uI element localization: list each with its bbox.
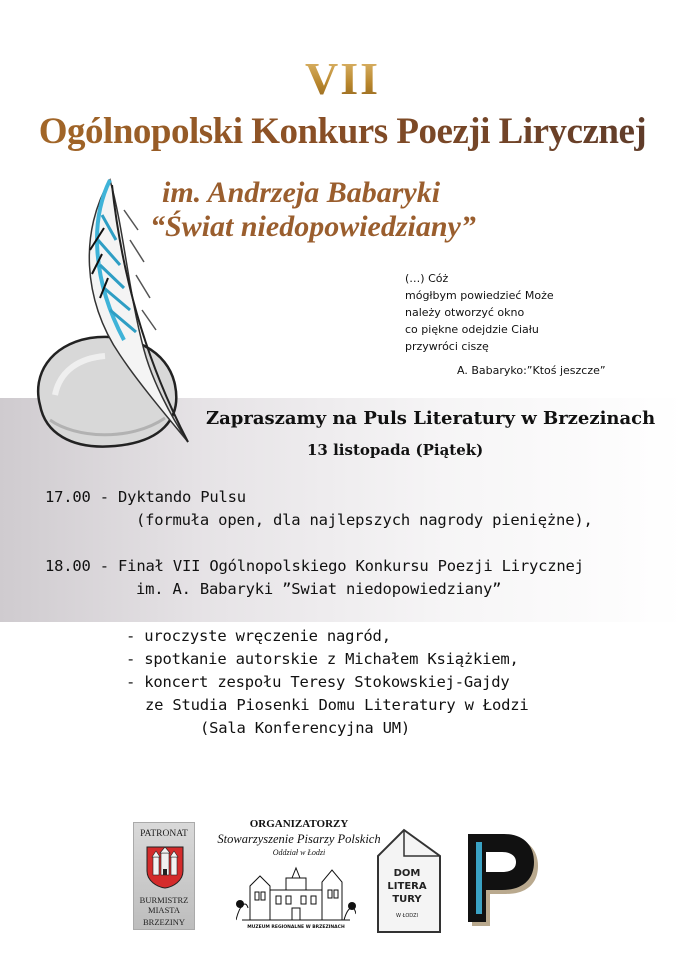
quote-line: mógłbym powiedzieć Może [405,289,554,302]
program-item-final-details: im. A. Babaryki ”Swiat niedopowiedziany” [136,580,502,598]
organizer-name: Stowarzyszenie Pisarzy Polskich [217,832,381,846]
program-item-dictation: 17.00 - Dyktando Pulsu [45,488,246,506]
patronat-logo [133,822,195,930]
dom-literatury-line2: LITERA [387,881,427,892]
contest-title: Ogólnopolski Konkurs Poezji Lirycznej [0,110,685,153]
quote-line: należy otworzyć okno [405,306,525,319]
program-bullet-concert-cont: ze Studia Piosenki Domu Literatury w Łodzi [145,696,529,714]
patronat-label: PATRONAT [140,829,188,839]
poem-quote [405,270,675,355]
invitation-headline: Zapraszamy na Puls Literatury w Brzezinach [206,408,656,429]
dom-literatury-line1: DOM [393,868,421,879]
patronat-line3: BRZEZINY [142,917,186,927]
program-item-final: 18.00 - Finał VII Ogólnopolskiego Konkursu Poezji Lirycznej [45,557,584,575]
patronat-line1: BURMISTRZ [139,895,189,905]
quote-author: A. Babaryko:”Ktoś jeszcze” [457,364,606,377]
museum-building-drawing [236,860,356,924]
contest-motto: “Świat niedopowiedziany” [150,210,476,243]
puls-logo-icon [462,832,542,928]
organizers-label: ORGANIZATORZY [249,818,349,830]
program-bullet-awards: - uroczyste wręczenie nagród, [126,627,391,645]
quote-line: co piękne odejdzie Ciału [405,323,539,336]
organizer-branch: Oddział w Łodzi [272,848,326,857]
dom-literatury-line3: TURY [392,894,422,905]
program-venue: (Sala Konferencyjna UM) [200,719,411,737]
patronat-line2: MIASTA [148,905,180,915]
edition-number: VII [0,52,685,105]
quote-line: (…) Cóż [405,272,449,285]
program-item-dictation-details: (formuła open, dla najlepszych nagrody pieniężne), [136,511,593,529]
brzeziny-coat-of-arms-icon [145,845,185,889]
event-date: 13 listopada (Piątek) [307,441,484,459]
quote-line: przywróci ciszę [405,340,489,353]
museum-caption: MUZEUM REGIONALNE W BRZEZINACH [247,925,345,930]
contest-patron: im. Andrzeja Babaryki [162,176,441,209]
program-bullet-concert: - koncert zespołu Teresy Stokowskiej-Gajdy [126,673,510,691]
program-bullet-meeting: - spotkanie autorskie z Michałem Książkiem, [126,650,519,668]
dom-literatury-line4: W ŁODZI [395,913,419,919]
